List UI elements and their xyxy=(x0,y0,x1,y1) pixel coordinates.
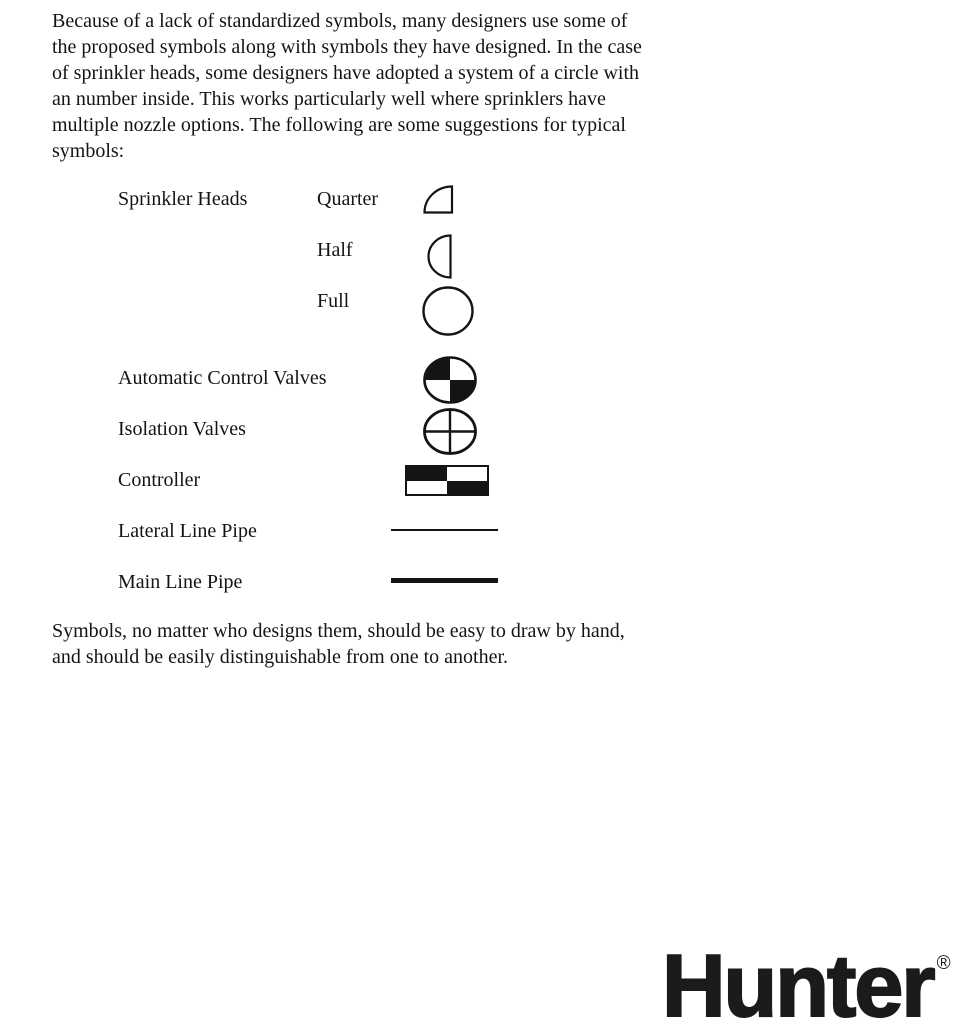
thin-line-icon xyxy=(391,529,498,531)
sprinkler-type-label-half: Half xyxy=(317,239,353,261)
registered-trademark-icon: ® xyxy=(936,953,951,974)
crossed-circle-icon xyxy=(423,408,477,455)
sprinkler-heads-label: Sprinkler Heads xyxy=(118,188,248,210)
legend-label-controller: Controller xyxy=(118,469,201,491)
intro-line: Because of a lack of standardized symbols, many designers use some of xyxy=(52,10,628,32)
legend-label-automatic-control-valves: Automatic Control Valves xyxy=(118,367,327,389)
closing-line: Symbols, no matter who designs them, should be easy to draw by hand, xyxy=(52,620,625,642)
full-circle-icon xyxy=(422,286,474,336)
thick-line-icon xyxy=(391,578,498,583)
quarter-circle-icon xyxy=(423,185,454,215)
checkered-rectangle-icon xyxy=(405,465,489,496)
legend-label-isolation-valves: Isolation Valves xyxy=(118,418,246,440)
intro-line: multiple nozzle options. The following are some suggestions for typical xyxy=(52,114,626,136)
controller-cell-top-left xyxy=(407,467,447,481)
controller-cell-bottom-right xyxy=(447,481,487,495)
legend-label-main-line-pipe: Main Line Pipe xyxy=(118,571,243,593)
intro-paragraph xyxy=(52,8,642,164)
controller-cell-top-right xyxy=(447,467,487,481)
intro-line: the proposed symbols along with symbols they have designed. In the case xyxy=(52,36,642,58)
sprinkler-type-label-full: Full xyxy=(317,290,350,312)
closing-paragraph xyxy=(52,618,625,670)
intro-line: an number inside. This works particularly well where sprinklers have xyxy=(52,88,606,110)
controller-cell-bottom-left xyxy=(407,481,447,495)
hunter-logo xyxy=(662,936,951,1035)
intro-line: symbols: xyxy=(52,140,125,162)
legend-label-lateral-line-pipe: Lateral Line Pipe xyxy=(118,520,257,542)
closing-line: and should be easily distinguishable from one to another. xyxy=(52,646,509,668)
hunter-wordmark: Hunter xyxy=(662,936,934,1035)
half-circle-icon xyxy=(427,234,452,279)
checkered-circle-icon xyxy=(423,356,477,404)
sprinkler-type-label-quarter: Quarter xyxy=(317,188,379,210)
intro-line: of sprinkler heads, some designers have adopted a system of a circle with xyxy=(52,62,640,84)
